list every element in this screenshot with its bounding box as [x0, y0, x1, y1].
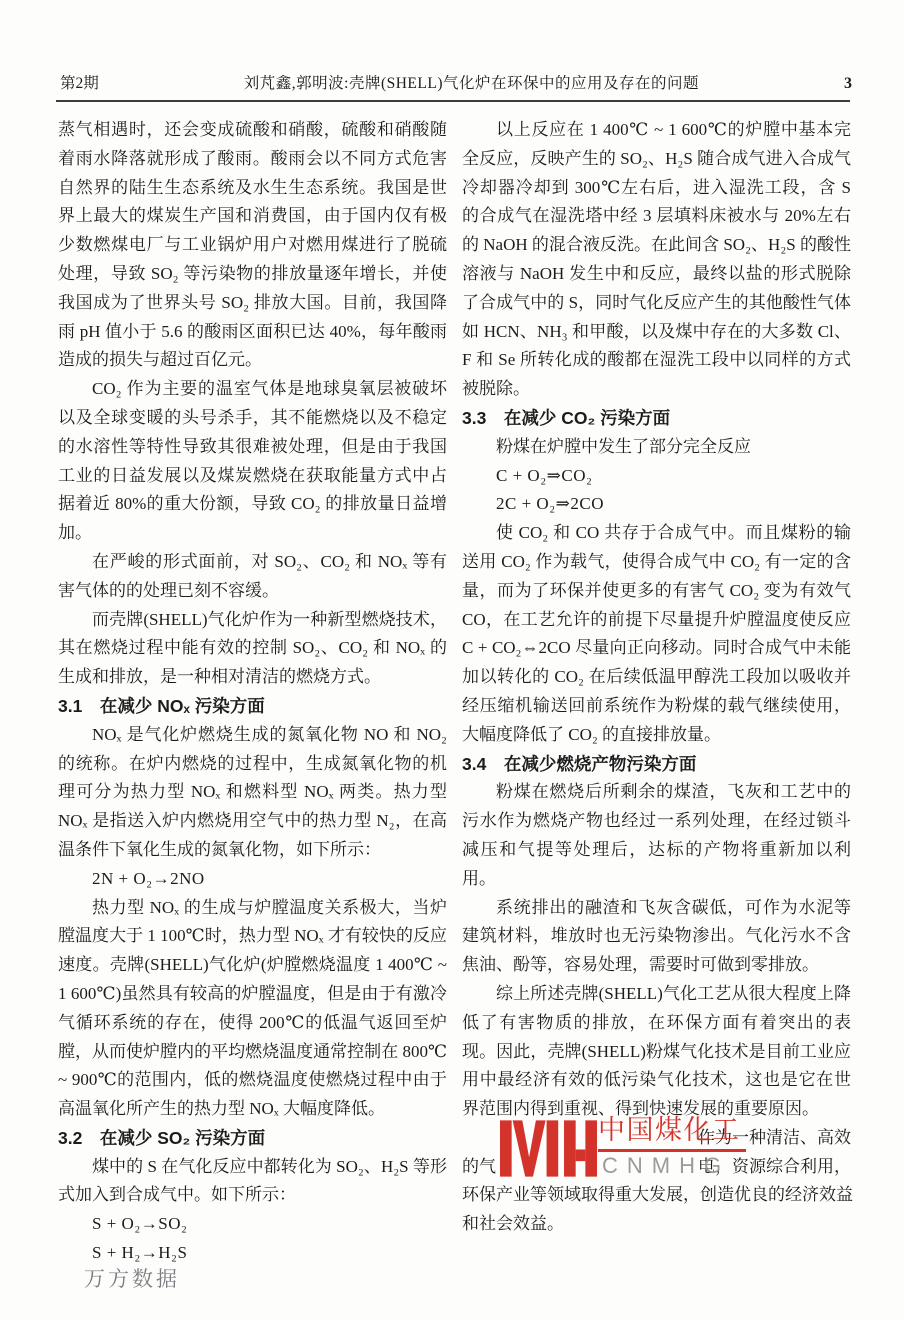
- body-paragraph: NOₓ 是气化炉燃烧生成的氮氧化物 NO 和 NO₂ 的统称。在炉内燃烧的过程中，生成氮氧化物的机理可分为热力型 NOₓ 和燃料型 NOₓ 两类。热力型 NOₓ 是指送入炉内燃烧用空气中的热力型 N₂，在高温条件下氧化生成的氮氧化物，如下所示：: [58, 724, 447, 859]
- text-fragment: 的气: [462, 1156, 496, 1176]
- chemical-formula: 2N + O₂→2NO: [92, 868, 205, 888]
- chemical-formula: C + O₂⇒CO₂: [496, 465, 593, 485]
- section-heading: 3.2 在减少 SO₂ 污染方面: [58, 1127, 266, 1148]
- section-heading: 3.1 在减少 NOₓ 污染方面: [58, 695, 265, 716]
- body-paragraph: 粉煤在燃烧后所剩余的煤渣，飞灰和工艺中的污水作为燃烧产物也经过一系列处理，在经过锁斗减压和气提等处理后，达标的产物将重新加以利用。: [462, 782, 851, 888]
- text-fragment: 电，资源综合利用，: [698, 1156, 851, 1176]
- issue-label: 第2期: [60, 75, 99, 92]
- body-paragraph: 使 CO₂ 和 CO 共存于合成气中。而且煤粉的输送用 CO₂ 作为载气，使得合成气中 CO₂ 有一定的含量，而为了环保并使更多的有害气 CO₂ 变为有效气 CO，在工艺允许的前提下尽量提升炉膛温度使反应 C + CO₂⇔2CO 尽量向正向移动。同时合成气中未能加以转化的 CO₂ 在后续低温甲醇洗工段加以吸收并经压缩机输送回前系统作为粉煤的载气继续使用，大幅度降低了 CO₂ 的直接排放量。: [462, 523, 851, 744]
- running-head: [60, 71, 852, 93]
- text-fragment: 作为一种清洁、高效: [698, 1127, 851, 1147]
- wanfang-watermark: 万方数据: [84, 1268, 180, 1291]
- body-paragraph: 粉煤在炉膛中发生了部分完全反应: [496, 436, 751, 456]
- watermarked-line: [462, 1210, 851, 1239]
- section-heading: 3.3 在减少 CO₂ 污染方面: [462, 407, 671, 428]
- right-column: [462, 116, 851, 1239]
- watermarked-line: [462, 1181, 851, 1210]
- chemical-formula: S + H₂→H₂S: [92, 1243, 188, 1263]
- body-paragraph: 在严峻的形式面前，对 SO₂、CO₂ 和 NOₓ 等有害气体的的处理已刻不容缓。: [58, 551, 447, 600]
- body-paragraph: 而壳牌(SHELL)气化炉作为一种新型燃烧技术，其在燃烧过程中能有效的控制 SO₂、CO₂ 和 NOₓ 的生成和排放，是一种相对清洁的燃烧方式。: [58, 609, 447, 687]
- body-paragraph: 系统排出的融渣和飞灰含碳低，可作为水泥等建筑材料，堆放时也无污染物渗出。气化污水不含焦油、酚等，容易处理，需要时可做到零排放。: [462, 897, 851, 975]
- body-paragraph: 煤中的 S 在气化反应中都转化为 SO₂、H₂S 等形式加入到合成气中。如下所示：: [58, 1156, 447, 1205]
- left-column: [58, 116, 447, 1268]
- body-paragraph: 热力型 NOₓ 的生成与炉膛温度关系极大，当炉膛温度大于 1 100℃时，热力型 NOₓ 才有较快的反应速度。壳牌(SHELL)气化炉(炉膛燃烧温度 1 400℃ ~ 1 600℃)虽然具有较高的炉膛温度，但是由于有激冷气循环系统的存在，使得 200℃的低温气返回至炉膛，从而使炉膛内的平均燃烧温度通常控制在 800℃ ~ 900℃的范围内，低的燃烧温度使燃烧过程中由于高温氧化所产生的热力型 NOₓ 大幅度降低。: [58, 897, 447, 1119]
- text-fragment: 和社会效益。: [462, 1214, 564, 1234]
- section-heading: 3.4 在减少燃烧产物污染方面: [462, 753, 697, 774]
- text-fragment: 环保产业等领域取得重大发展，创造优良的经济效益: [462, 1185, 853, 1205]
- watermarked-paragraph: [462, 1114, 853, 1239]
- body-paragraph: 以上反应在 1 400℃ ~ 1 600℃的炉膛中基本完全反应，反映产生的 SO₂、H₂S 随合成气进入合成气冷却器冷却到 300℃左右后，进入湿洗工段，含 S 的合成气在湿洗塔中经 3 层填料床被水与 20%左右的 NaOH 的混合液反洗。在此间含 SO₂、H₂S 的酸性溶液与 NaOH 发生中和反应，最终以盐的形式脱除了合成气中的 S，同时气化反应产生的其他酸性气体如 HCN、NH₃ 和甲酸，以及煤中存在的大多数 Cl、F 和 Se 所转化成的酸都在湿洗工段中以同样的方式被脱除。: [462, 120, 851, 399]
- page-number: 3: [844, 75, 852, 92]
- watermark-brand-cn: 中国煤化工: [598, 1114, 741, 1145]
- running-title: 刘芃鑫,郭明波:壳牌(SHELL)气化炉在环保中的应用及存在的问题: [243, 75, 699, 92]
- header-rule: [56, 100, 850, 102]
- body-paragraph: 蒸气相遇时，还会变成硫酸和硝酸，硫酸和硝酸随着雨水降落就形成了酸雨。酸雨会以不同方式危害自然界的陆生生态系统及水生生态系统。我国是世界上最大的煤炭生产国和消费国，由于国内仅有极少数燃煤电厂与工业锅炉用户对燃用煤进行了脱硫处理，导致 SO₂ 等污染物的排放量逐年增长，并使我国成为了世界头号 SO₂ 排放大国。目前，我国降雨 pH 值小于 5.6 的酸雨区面积已达 40%，每年酸雨造成的损失与超过百亿元。: [58, 120, 447, 370]
- watermarked-line: [462, 1153, 851, 1182]
- watermark-brand-en: CNMHG: [602, 1152, 731, 1178]
- chemical-formula: 2C + O₂⇒2CO: [496, 494, 604, 514]
- watermarked-line: [462, 1124, 851, 1153]
- body-paragraph: 综上所述壳牌(SHELL)气化工艺从很大程度上降低了有害物质的排放，在环保方面有着突出的表现。因此，壳牌(SHELL)粉煤气化技术是目前工业应用中最经济有效的低污染气化技术，这也是它在世界范围内得到重视、得到快速发展的重要原因。: [462, 983, 851, 1119]
- body-paragraph: CO₂ 作为主要的温室气体是地球臭氧层被破坏以及全球变暖的头号杀手，其不能燃烧以及不稳定的水溶性等特性导致其很难被处理，但是由于我国工业的日益发展以及煤炭燃烧在获取能量方式中占据着近 80%的重大份额，导致 CO₂ 的排放量日益增加。: [58, 379, 447, 543]
- chemical-formula: S + O₂→SO₂: [92, 1214, 188, 1234]
